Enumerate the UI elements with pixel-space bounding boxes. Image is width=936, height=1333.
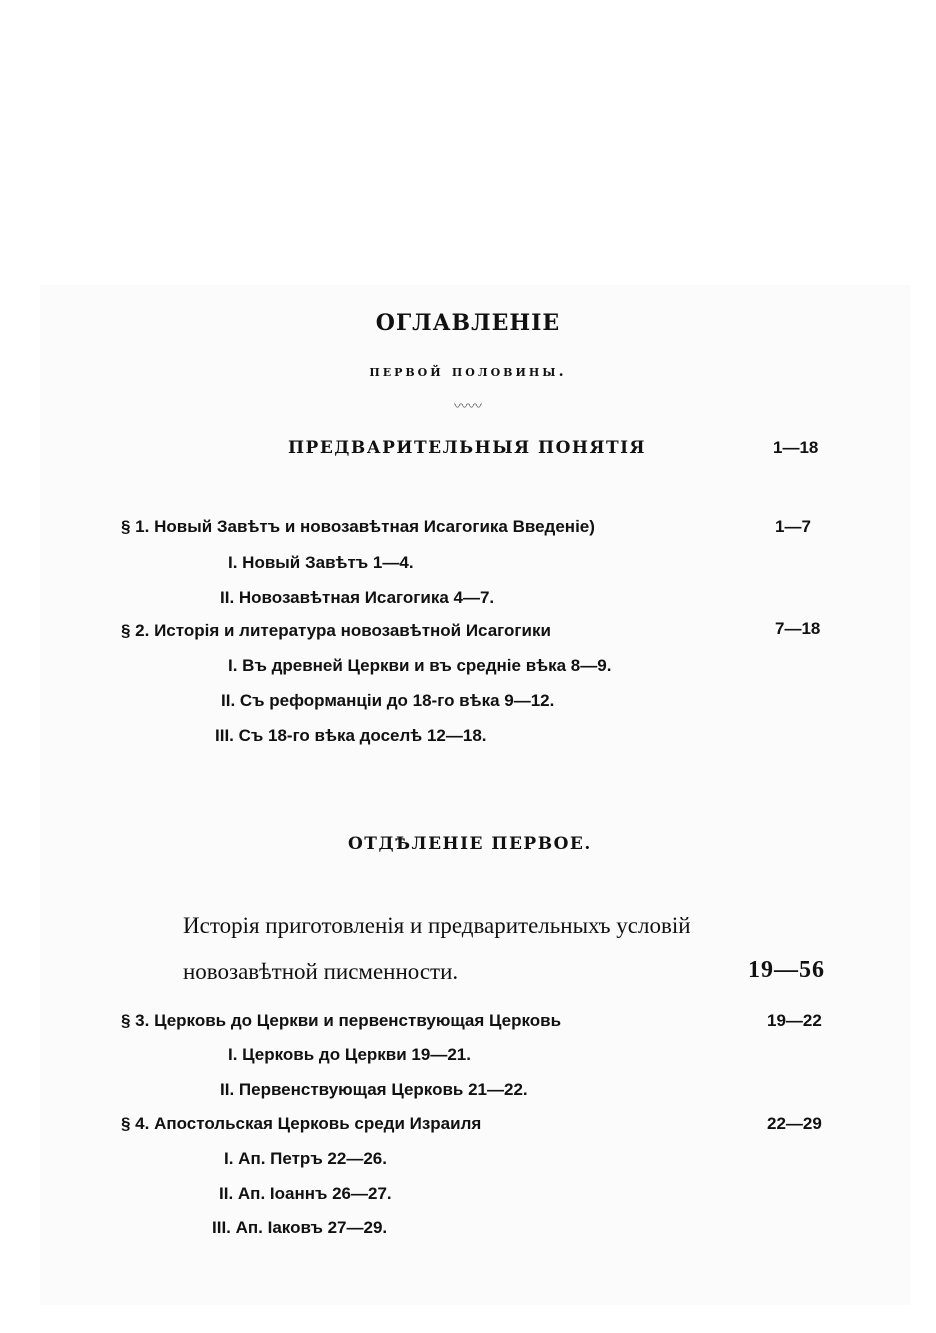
toc-subitem: I. Въ древней Церкви и въ средніе вѣка 8—9. — [228, 656, 612, 675]
toc-paragraph-2: § 2. Исторія и литература новозавѣтной Исагогики — [121, 621, 551, 640]
toc-subitem: I. Новый Завѣтъ 1—4. — [228, 553, 414, 572]
toc-subitem: I. Ап. Петръ 22—26. — [224, 1149, 387, 1168]
toc-paragraph-3: § 3. Церковь до Церкви и первенствующая Церковь — [121, 1011, 562, 1030]
division-topic-pages: 19—56 — [748, 957, 825, 983]
toc-subitem: II. Ап. Іоаннъ 26—27. — [219, 1184, 392, 1203]
division-topic-line-1: Исторія приготовленія и предварительныхъ условій — [183, 913, 691, 938]
toc-paragraph-1-pages: 1—7 — [775, 517, 811, 536]
page-subtitle: первой половины. — [369, 362, 567, 380]
toc-paragraph-4-pages: 22—29 — [767, 1114, 822, 1133]
toc-paragraph-4: § 4. Апостольская Церковь среди Израиля — [121, 1114, 482, 1133]
toc-subitem: III. Съ 18-го вѣка доселѣ 12—18. — [215, 726, 487, 745]
toc-subitem: II. Съ реформанціи до 18-го вѣка 9—12. — [221, 691, 555, 710]
toc-subitem: III. Ап. Іаковъ 27—29. — [212, 1218, 388, 1237]
division-topic-line-2: новозавѣтной писменности. — [183, 959, 459, 984]
toc-paragraph-2-pages: 7—18 — [775, 619, 821, 638]
toc-subitem: I. Церковь до Церкви 19—21. — [228, 1045, 471, 1064]
toc-paragraph-3-pages: 19—22 — [767, 1011, 822, 1030]
toc-subitem: II. Новозавѣтная Исагогика 4—7. — [220, 588, 495, 607]
section-pages-preliminary: 1—18 — [773, 438, 819, 457]
toc-subitem: II. Первенствующая Церковь 21—22. — [220, 1080, 528, 1099]
ornament-divider: 〰〰 — [454, 399, 482, 415]
toc-paragraph-1: § 1. Новый Завѣтъ и новозавѣтная Исагогика Введеніе) — [121, 517, 595, 536]
section-heading-division-one: ОТДѢЛЕНІЕ ПЕРВОЕ. — [348, 834, 592, 854]
page-title: ОГЛАВЛЕНІЕ — [375, 310, 561, 336]
section-heading-preliminary: ПРЕДВАРИТЕЛЬНЫЯ ПОНЯТІЯ — [288, 438, 647, 458]
